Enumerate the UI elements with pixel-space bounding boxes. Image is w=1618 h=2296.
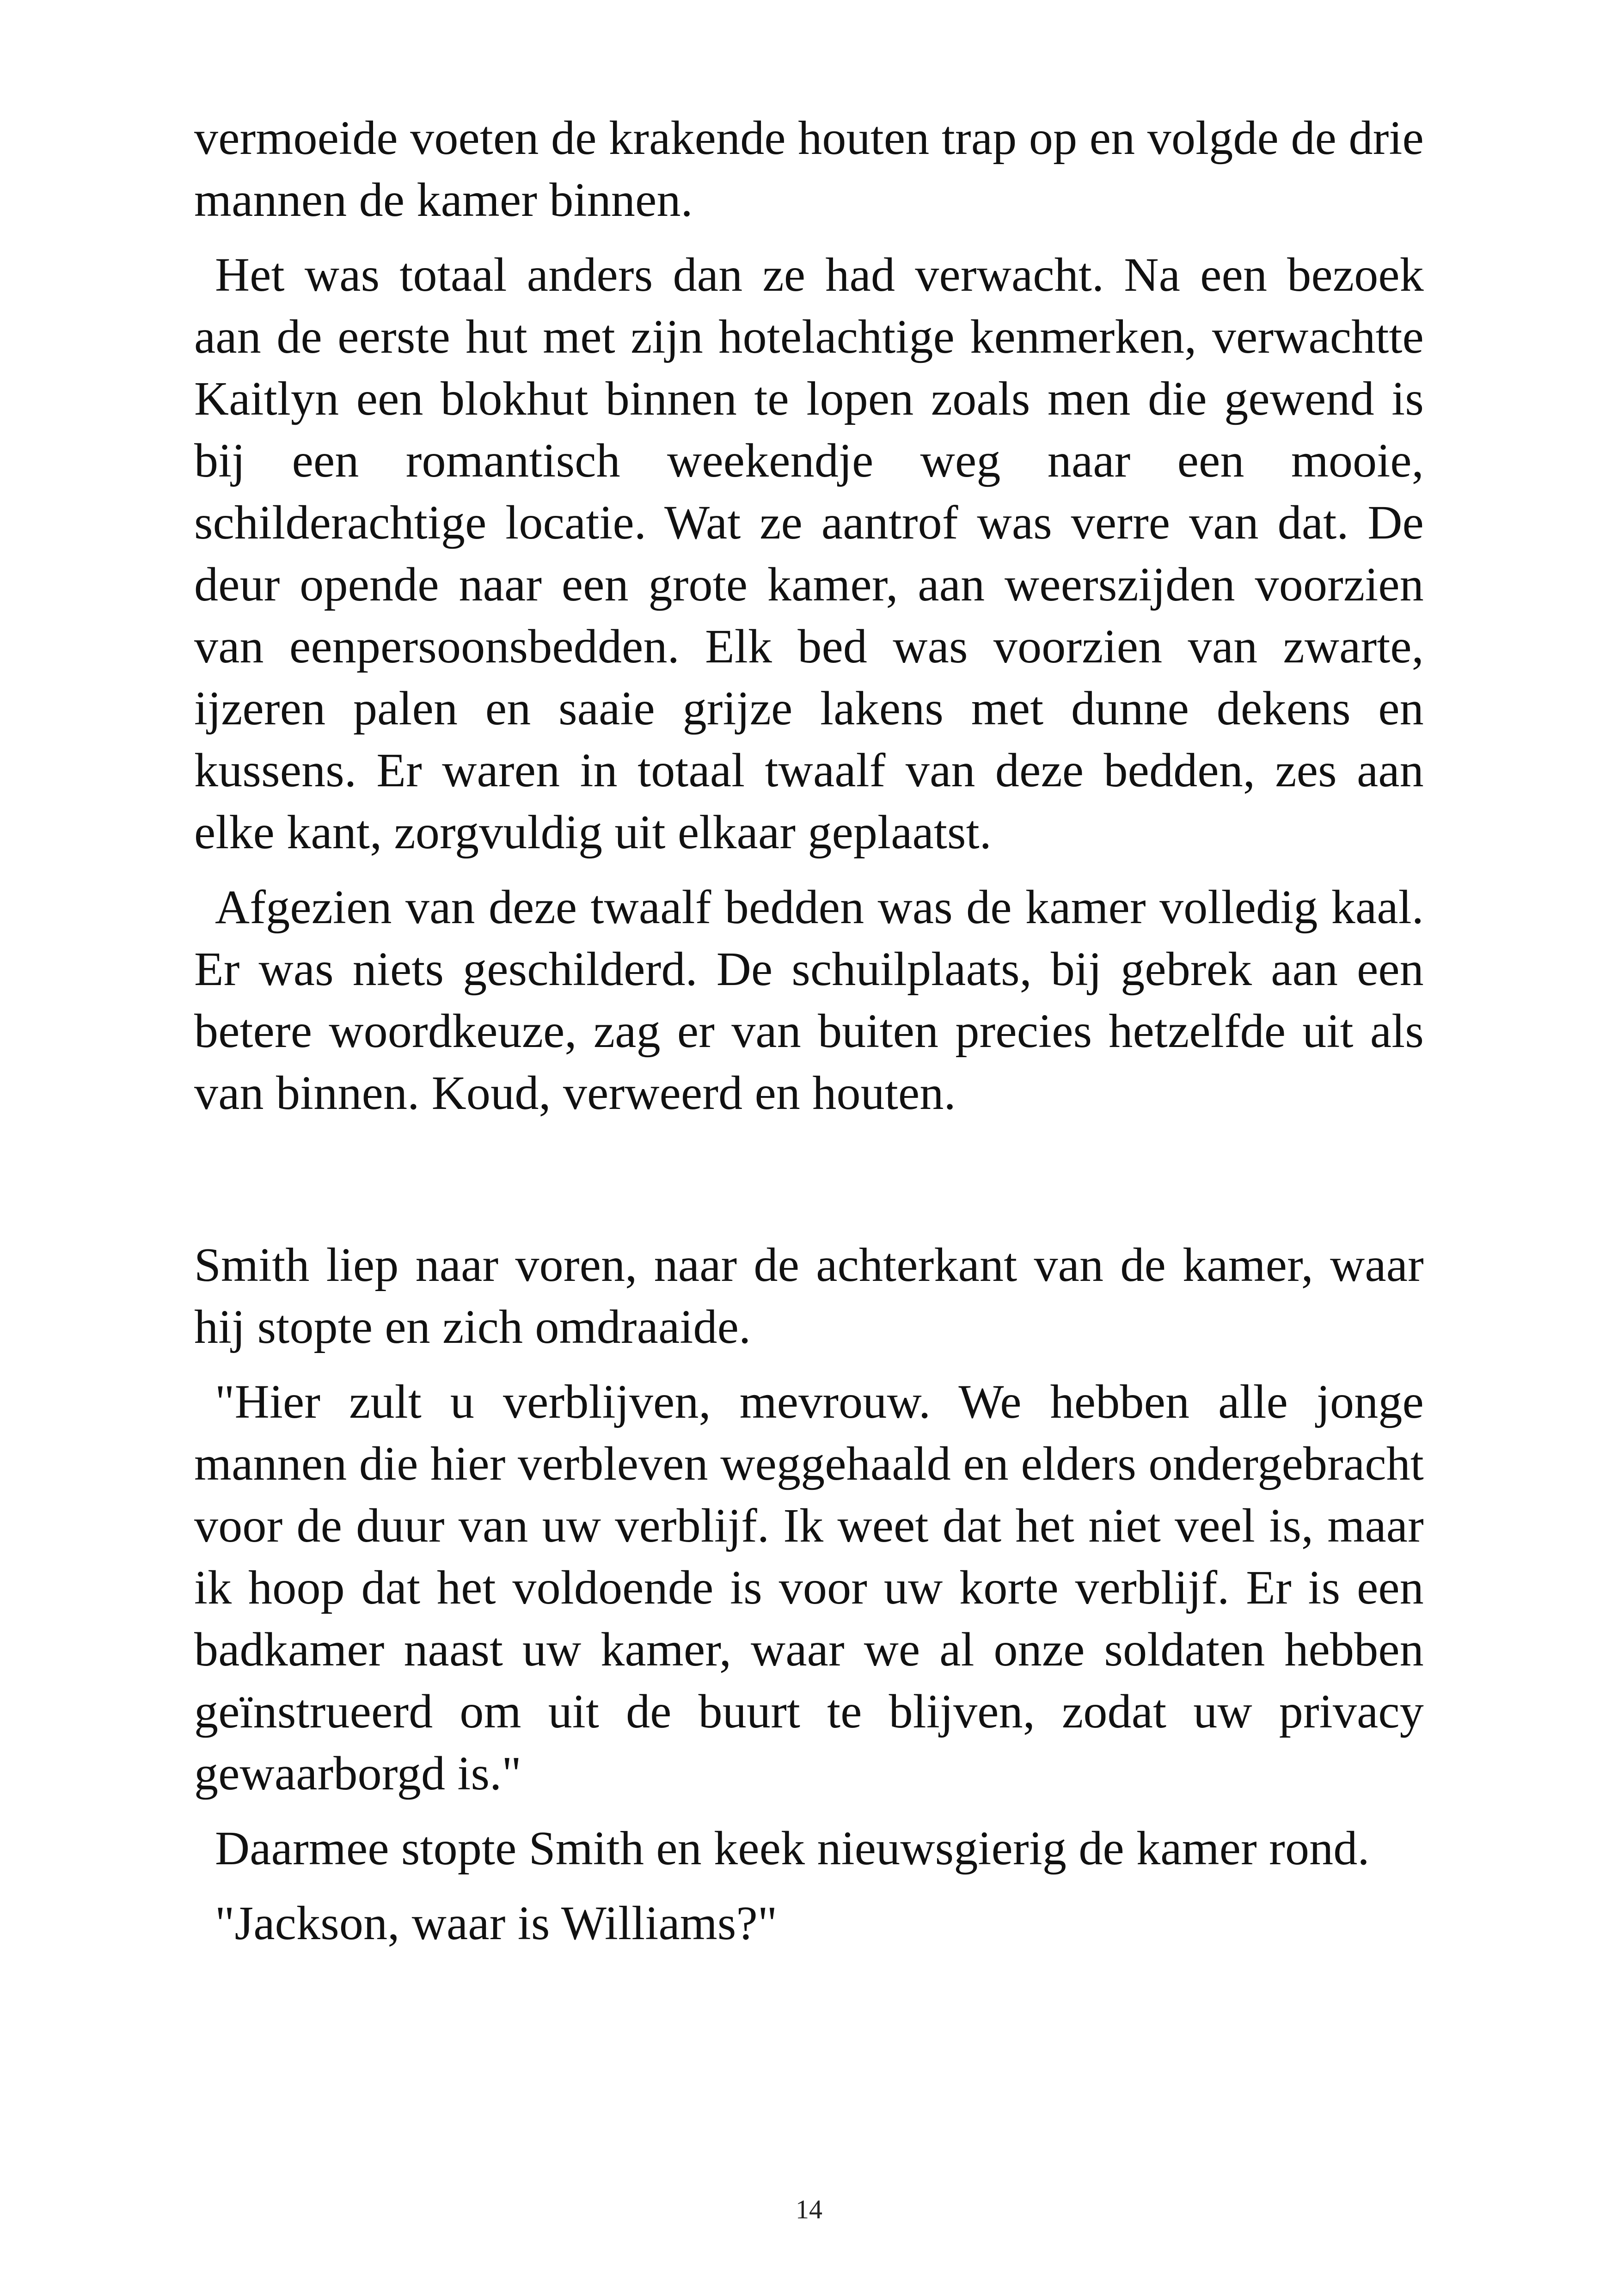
paragraph-4: Smith liep naar voren, naar de achterkant van de kamer, waar hij stopte en zich omdraaide. <box>194 1238 1424 1353</box>
paragraph-7: "Jackson, waar is Williams?" <box>215 1897 778 1950</box>
paragraph-5: "Hier zult u verblijven, mevrouw. We hebben alle jonge mannen die hier verbleven weggehaald en elders ondergebracht voor de duur van uw verblijf. Ik weet dat het niet veel is, maar ik hoop dat het voldoende is voor uw korte verblijf. Er is een badkamer naast uw kamer, waar we al onze soldaten hebben geïnstrueerd om uit de buurt te blijven, zodat uw privacy gewaarborgd is." <box>194 1375 1424 1800</box>
paragraph-6: Daarmee stopte Smith en keek nieuwsgierig de kamer rond. <box>215 1822 1370 1875</box>
page-number: 14 <box>796 2194 822 2224</box>
body-text <box>194 107 1424 1954</box>
paragraph-1: vermoeide voeten de krakende houten trap op en volgde de drie mannen de kamer binnen. <box>194 111 1424 227</box>
paragraph-2: Het was totaal anders dan ze had verwacht. Na een bezoek aan de eerste hut met zijn hotelachtige kenmerken, verwachtte Kaitlyn een blokhut binnen te lopen zoals men die gewend is bij een romantisch weekendje weg naar een mooie, schilderachtige locatie. Wat ze aantrof was verre van dat. De deur opende naar een grote kamer, aan weerszijden voorzien van eenpersoonsbedden. Elk bed was voorzien van zwarte, ijzeren palen en saaie grijze lakens met dunne dekens en kussens. Er waren in totaal twaalf van deze bedden, zes aan elke kant, zorgvuldig uit elkaar geplaatst. <box>194 248 1424 859</box>
paragraph-3: Afgezien van deze twaalf bedden was de kamer volledig kaal. Er was niets geschilderd. De schuilplaats, bij gebrek aan een betere woordkeuze, zag er van buiten precies hetzelfde uit als van binnen. Koud, verweerd en houten. <box>194 881 1424 1120</box>
